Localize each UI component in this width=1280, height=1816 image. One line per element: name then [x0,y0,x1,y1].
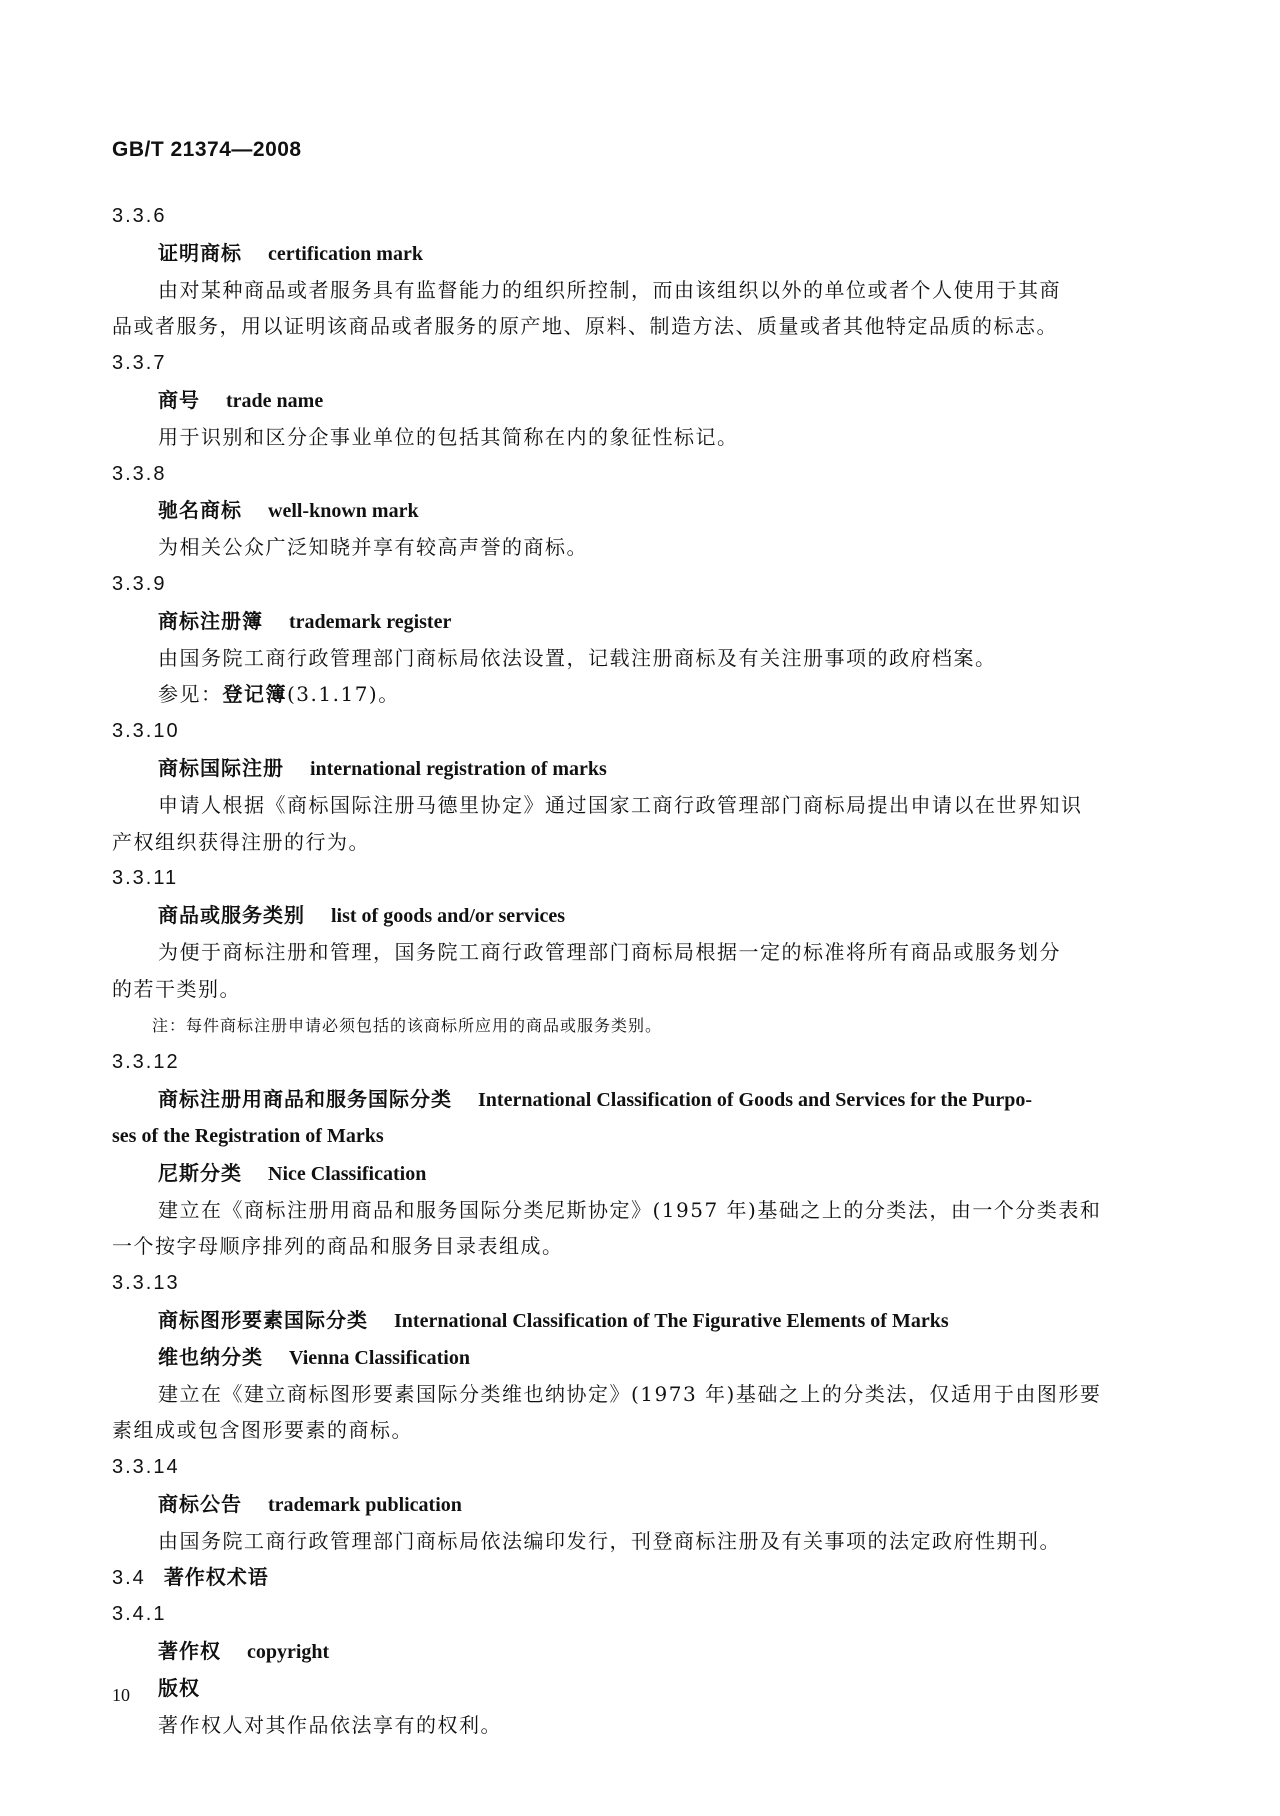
clause-number: 3.3.8 [112,462,167,485]
clause-number: 3.3.11 [112,867,179,890]
clause-number: 3.3.12 [112,1051,180,1074]
section-number: 3.4 [112,1567,146,1590]
term-en: Vienna Classification [289,1346,470,1369]
term-synonym [112,1670,1147,1707]
definition-line: 的若干类别。 [112,976,241,1001]
term-en: well-known mark [268,500,419,523]
definition-line: 为便于商标注册和管理，国务院工商行政管理部门商标局根据一定的标准将所有商品或服务划分 [158,939,1061,964]
term-zh: 尼斯分类 [158,1160,242,1185]
term-heading [112,603,1147,640]
clause-number: 3.3.10 [112,720,180,743]
clause-number: 3.4.1 [112,1603,167,1626]
term-zh: 商号 [158,387,200,412]
term-heading [112,492,1147,529]
term-zh: 版权 [158,1675,200,1700]
term-zh: 驰名商标 [158,498,242,523]
term-zh: 商标图形要素国际分类 [158,1307,368,1332]
section-title: 著作权术语 [163,1565,269,1590]
clause-number: 3.3.14 [112,1456,180,1479]
term-synonym [112,1339,1147,1376]
term-heading [112,1633,1147,1670]
definition-line: 申请人根据《商标国际注册马德里协定》通过国家工商行政管理部门商标局提出申请以在世界知识 [158,792,1083,817]
section-heading [112,1559,1147,1596]
term-zh: 商品或服务类别 [158,903,305,928]
term-synonym [112,1155,1147,1192]
note-line: 注：每件商标注册申请必须包括的该商标所应用的商品或服务类别。 [152,1015,663,1035]
term-en: international registration of marks [310,757,607,780]
term-en: Nice Classification [268,1162,427,1185]
definition-line: 著作权人对其作品依法享有的权利。 [158,1712,502,1737]
term-heading [112,750,1147,787]
see-also-prefix: 参见： [158,682,223,707]
term-en: certification mark [268,242,423,265]
term-zh: 商标注册用商品和服务国际分类 [158,1087,452,1112]
term-en-continuation: ses of the Registration of Marks [112,1124,384,1147]
document-standard-number: GB/T 21374—2008 [112,138,302,161]
term-zh: 商标国际注册 [158,755,284,780]
clause-number: 3.3.9 [112,572,167,595]
term-heading [112,235,1147,272]
term-zh: 著作权 [158,1639,221,1664]
term-heading [112,1302,1147,1339]
definition-line: 由对某种商品或者服务具有监督能力的组织所控制，而由该组织以外的单位或者个人使用于其商 [158,277,1061,302]
definition-line: 素组成或包含图形要素的商标。 [112,1418,413,1443]
term-heading [112,382,1147,419]
clause-number: 3.3.7 [112,352,167,375]
see-also-term: 登记簿 [222,682,287,707]
term-zh: 商标注册簿 [158,608,263,633]
definition-line: 产权组织获得注册的行为。 [112,829,370,854]
term-en: trademark publication [268,1493,462,1516]
term-en: list of goods and/or services [331,905,566,928]
term-en: International Classification of The Figurative Elements of Marks [394,1309,949,1332]
definition-line: 由国务院工商行政管理部门商标局依法设置，记载注册商标及有关注册事项的政府档案。 [158,645,997,670]
definition-line: 建立在《商标注册用商品和服务国际分类尼斯协定》(1957 年)基础之上的分类法，由一个分类表和 [158,1197,1102,1222]
definition-line: 用于识别和区分企事业单位的包括其简称在内的象征性标记。 [158,424,739,449]
definition-line: 品或者服务，用以证明该商品或者服务的原产地、原料、制造方法、质量或者其他特定品质的标志。 [112,314,1058,339]
clause-number: 3.3.13 [112,1272,180,1295]
term-zh: 证明商标 [158,240,242,265]
definition-line: 一个按字母顺序排列的商品和服务目录表组成。 [112,1234,564,1259]
clause-number: 3.3.6 [112,205,167,227]
term-en: International Classification of Goods and Services for the Purpo- [478,1089,1033,1112]
term-heading [112,1486,1147,1523]
see-also-line [112,676,1147,713]
definition-line: 为相关公众广泛知晓并享有较高声誉的商标。 [158,535,588,560]
definition-line: 建立在《建立商标图形要素国际分类维也纳协定》(1973 年)基础之上的分类法，仅适用于由图形要 [158,1381,1102,1406]
page-number: 10 [112,1685,130,1705]
definition-line: 由国务院工商行政管理部门商标局依法编印发行，刊登商标注册及有关事项的法定政府性期刊。 [158,1528,1061,1553]
term-heading [112,1081,1147,1118]
see-also-ref: (3.1.17)。 [287,682,400,707]
term-en: copyright [247,1641,330,1664]
term-en: trade name [226,389,324,412]
document-body [112,198,1147,1743]
term-zh: 商标公告 [158,1491,242,1516]
term-en: trademark register [289,610,452,633]
term-zh: 维也纳分类 [158,1344,263,1369]
term-heading [112,897,1147,934]
